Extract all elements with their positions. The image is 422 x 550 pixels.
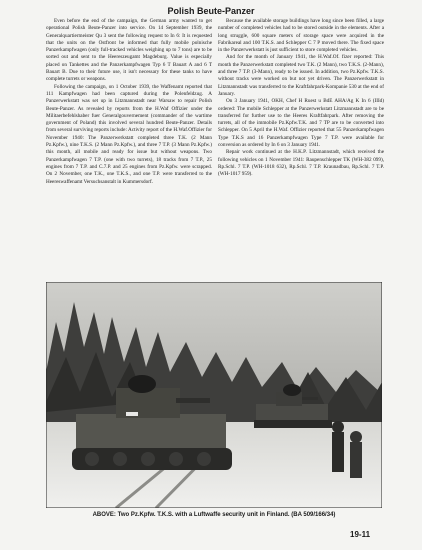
left-text-column: [46, 18, 212, 280]
right-paragraph-2: And for the month of January 1941, the H.Waf.Of. fizer reported: This month the Panzerwerkstatt completed two T.K. (2 Mann), two T.K.S. (2-Mann), and three 7 T.P. (3-Mann), ready to be issued. In addition, two Pz.Kpfw. T.K.S. without tracks were worked on but not yet driven. The Panzerwerkstatt in Litzmannstadt was transferred to the Kraftfahrpark-Kompanie 530 at the end of January.: [218, 54, 384, 97]
right-paragraph-3: On 3 January 1941, OKH, Chef H Ruest u BdE AHA/Ag K In 6 (IIId) ordered: The mobile Schlepper at the Panzerwerkstatt Litzmannstadt are to be transferred for further use to the Heeres Kraftfahrpark. After removing the turrets, all of the immobile Pz.Kpfw.T.K. and 7 TP are to be converted into Schlepper. On 5 April the H.Waf. Offizier reported that 55 Panzerkampfwagen Type T.K.S and 16 Panzerkampfwagen Type 7 T.P. were available for conversion as ordered by In 6 on 3 January 1941.: [218, 98, 384, 149]
tank-photo-illustration: [46, 282, 382, 508]
left-paragraph-1: Even before the end of the campaign, the German army wanted to get operational Polish Beute-Panzer into service. On 14 September 1939, the Generalquartiermeister Qu 3 sent the following request to In 6: It is requested that the units on the Ostfront be informed that fully mobile polnische Panzerkampfwagen (only full-tracked vehicles weighing up to 7 tons) are to be sorted out and sent to the Heereszeugamt Magdeburg. Value is especially placed on Tankettes and the Panzerkampfwagen Typ 6 T Bauart A and 6 T Bauart B. Due to their future use, it isn't necessary for these tanks to have complete turrets or weapons.: [46, 18, 212, 83]
tank-photo: [46, 282, 382, 508]
right-text-column: [218, 18, 384, 280]
page-number: 19-11: [350, 530, 371, 539]
photo-caption: ABOVE: Two Pz.Kpfw. T.K.S. with a Luftwaffe security unit in Finland. (BA 509/166/34): [92, 512, 336, 518]
left-paragraph-2: Following the campaign, on 1 October 1939, the Waffenamt reported that 111 Kampfwagen had been captured during the Polenfeldzug. A Panzerwerkstatt was set up in Litzmannstadt near Warsaw to repair Polish Beute-Panzer. As revealed by reports from the H.Waf Offizier under the Militaerbefehlshaber fuer Generalgouvernement (commander of the wartime government of Poland) this involved several hundred Beute-Panzer. Details from several surviving reports include: Activity report of the H.Waf.Offizier for November 1940: The Panzerwerkstatt completed three T.K. (2 Mann Pz.Kpfw.), nine T.K.S. (2 Mann Pz.Kpfw.), and three 7 T.P. (3 Mann Pz.Kpfw.) this month, all mobile and ready for issue but without weapons. Two Panzerkampfwagen 7 T.P. (one with two turrets), 18 tracks from 7 T.P., 25 engines from 7 T.P. and C.7.P. and 25 engines from Pz.Kpfw. were scrapped. On 2 November, one T.K., one T.K.S., and one T.P. were transferred to the Heereswaffenamt Versuchsanstalt in Kummersdorf.: [46, 83, 212, 185]
right-paragraph-4: Repair work continued at the H.K.P. Litzmannstadt, which received the following vehicles on 1 November 1941: Raupenschlepper TK (WH-382 099), Rp.Schl. 7 T.P. (WH-1018 632), Rp.Schl. 7 T.P. Kraunadbau, Rp.Schl. 7 T.P. (WH-1017 959).: [218, 149, 384, 178]
right-paragraph-1: Because the available storage buildings have long since been filled, a large number of completed vehicles had to be stored outside in the elements. After a long struggle, 600 square meters of storage space were acquired in the Fabrikareal and 100 T.K.S. and Schlepper C 7 P moved there. The fixed space in the Panzerwerkstatt is just sufficient to store completed vehicles.: [218, 18, 384, 54]
page-title: Polish Beute-Panzer: [167, 6, 255, 16]
